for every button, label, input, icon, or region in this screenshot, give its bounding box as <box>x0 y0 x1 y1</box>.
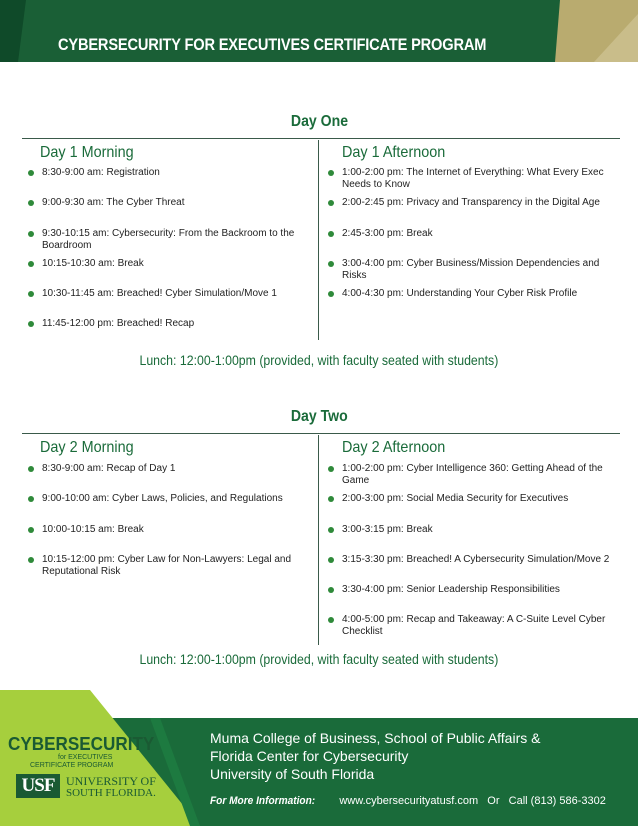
bullet-icon <box>28 261 34 267</box>
bullet-icon <box>328 617 334 623</box>
day-one-morning-heading: Day 1 Morning <box>40 144 134 161</box>
list-item: 4:00-5:00 pm: Recap and Takeaway: A C-Suite Level Cyber Checklist <box>328 614 618 638</box>
more-info <box>210 795 606 807</box>
bullet-icon <box>328 527 334 533</box>
list-item: 11:45-12:00 pm: Breached! Recap <box>28 318 310 330</box>
bullet-icon <box>328 466 334 472</box>
list-item: 1:00-2:00 pm: Cyber Intelligence 360: Getting Ahead of the Game <box>328 463 618 487</box>
bullet-icon <box>28 466 34 472</box>
usf-logo: USF <box>16 774 60 798</box>
logo-subtitle-2: CERTIFICATE PROGRAM <box>30 762 114 769</box>
list-item: 2:00-2:45 pm: Privacy and Transparency in the Digital Age <box>328 197 618 209</box>
header-banner <box>0 0 638 92</box>
list-item: 2:00-3:00 pm: Social Media Security for Executives <box>328 493 618 505</box>
bullet-icon <box>28 170 34 176</box>
bullet-icon <box>328 231 334 237</box>
list-item: 10:00-10:15 am: Break <box>28 524 310 536</box>
program-title: CYBERSECURITY FOR EXECUTIVES CERTIFICATE PROGRAM <box>58 35 487 54</box>
bullet-icon <box>28 496 34 502</box>
list-item: 8:30-9:00 am: Recap of Day 1 <box>28 463 310 475</box>
logo-subtitle-1: for EXECUTIVES <box>58 754 113 761</box>
list-item: 4:00-4:30 pm: Understanding Your Cyber Risk Profile <box>328 288 618 300</box>
bullet-icon <box>328 557 334 563</box>
day-two-morning-heading: Day 2 Morning <box>40 439 134 456</box>
day-two-top-rule <box>22 433 620 434</box>
list-item: 1:00-2:00 pm: The Internet of Everything: What Every Exec Needs to Know <box>328 167 618 191</box>
list-item: 8:30-9:00 am: Registration <box>28 167 310 179</box>
list-item: 10:15-10:30 am: Break <box>28 258 310 270</box>
list-item: 3:00-3:15 pm: Break <box>328 524 618 536</box>
day-one-top-rule <box>22 138 620 139</box>
day-two-lunch: Lunch: 12:00-1:00pm (provided, with faculty seated with students) <box>139 651 499 667</box>
bullet-icon <box>28 200 34 206</box>
list-item: 9:30-10:15 am: Cybersecurity: From the Backroom to the Boardroom <box>28 228 310 252</box>
list-item: 9:00-10:00 am: Cyber Laws, Policies, and Regulations <box>28 493 310 505</box>
list-item: 9:00-9:30 am: The Cyber Threat <box>28 197 310 209</box>
list-item: 10:15-12:00 pm: Cyber Law for Non-Lawyers: Legal and Reputational Risk <box>28 554 310 578</box>
bullet-icon <box>28 231 34 237</box>
day-one-lunch: Lunch: 12:00-1:00pm (provided, with faculty seated with students) <box>139 352 499 368</box>
day-two-divider <box>318 435 319 645</box>
day-one-title: Day One <box>290 113 348 130</box>
list-item: 3:15-3:30 pm: Breached! A Cybersecurity Simulation/Move 2 <box>328 554 618 566</box>
bullet-icon <box>328 587 334 593</box>
more-info-contact[interactable]: www.cybersecurityatusf.com Or Call (813) 586-3302 <box>339 795 606 807</box>
university-name-line-2: SOUTH FLORIDA. <box>66 787 156 799</box>
bullet-icon <box>28 527 34 533</box>
list-item: 10:30-11:45 am: Breached! Cyber Simulation/Move 1 <box>28 288 310 300</box>
bullet-icon <box>328 291 334 297</box>
list-item: 2:45-3:00 pm: Break <box>328 228 618 240</box>
list-item: 3:00-4:00 pm: Cyber Business/Mission Dependencies and Risks <box>328 258 618 282</box>
day-one-afternoon-heading: Day 1 Afternoon <box>342 144 446 161</box>
org-line-3: University of South Florida <box>210 766 375 782</box>
bullet-icon <box>328 261 334 267</box>
bullet-icon <box>328 200 334 206</box>
bullet-icon <box>328 170 334 176</box>
logo-title: CYBERSECURITY <box>8 734 155 754</box>
day-two-afternoon-heading: Day 2 Afternoon <box>342 439 446 456</box>
bullet-icon <box>28 321 34 327</box>
bullet-icon <box>328 496 334 502</box>
bullet-icon <box>28 291 34 297</box>
more-info-label: For More Information: <box>210 795 316 807</box>
day-two-title: Day Two <box>290 408 348 425</box>
list-item: 3:30-4:00 pm: Senior Leadership Responsibilities <box>328 584 618 596</box>
org-line-1: Muma College of Business, School of Public Affairs & <box>210 730 541 746</box>
university-name-line-1: UNIVERSITY OF <box>66 774 156 788</box>
day-one-divider <box>318 140 319 340</box>
bullet-icon <box>28 557 34 563</box>
org-line-2: Florida Center for Cybersecurity <box>210 748 409 764</box>
